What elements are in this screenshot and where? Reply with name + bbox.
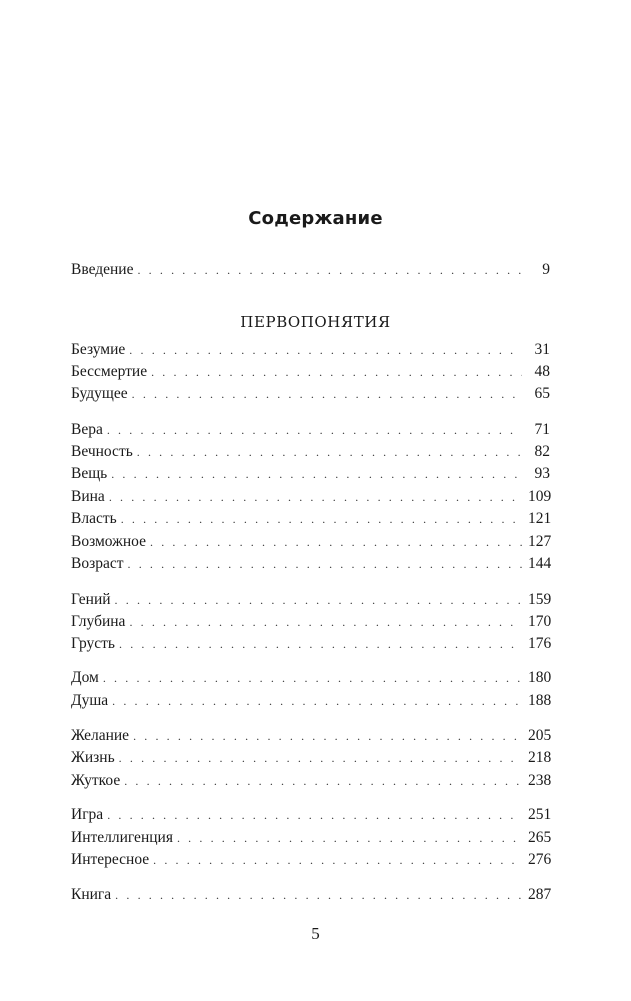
- toc-entry: [71, 555, 550, 575]
- toc-entry-label: Интеллигенция: [71, 829, 173, 846]
- toc-entry-label: Душа: [71, 692, 109, 709]
- dot-leader: [129, 615, 522, 630]
- toc-entry-page: 180: [528, 669, 552, 686]
- toc-entry: [71, 533, 550, 553]
- dot-leader: [129, 343, 522, 358]
- toc-entry-page: 82: [534, 443, 550, 460]
- dot-leader: [124, 774, 522, 789]
- toc-entry-page: 238: [528, 772, 552, 789]
- dot-leader: [119, 751, 522, 766]
- dot-leader: [133, 729, 522, 744]
- dot-leader: [115, 593, 522, 608]
- toc-entry-label: Дом: [71, 669, 99, 686]
- toc-entry: [71, 851, 550, 871]
- toc-entry: [71, 510, 550, 530]
- dot-leader: [150, 535, 522, 550]
- toc-title: Содержание: [248, 208, 383, 229]
- dot-leader: [153, 853, 522, 868]
- toc-entry-page: 127: [528, 533, 552, 550]
- toc-entry-label: Интересное: [71, 851, 150, 868]
- toc-entry: [71, 385, 550, 405]
- toc-entry-label: Игра: [71, 806, 104, 823]
- dot-leader: [107, 423, 522, 438]
- toc-entry: [71, 363, 550, 383]
- toc-entry-page: 287: [528, 886, 552, 903]
- dot-leader: [132, 387, 522, 402]
- toc-entry: [71, 772, 550, 792]
- toc-entry-page: 159: [528, 591, 552, 608]
- toc-entry: [71, 443, 550, 463]
- toc-entry-page: 265: [528, 829, 552, 846]
- dot-leader: [109, 490, 522, 505]
- toc-entry: [71, 829, 550, 849]
- toc-entry-label: Глубина: [71, 613, 126, 630]
- dot-leader: [128, 557, 523, 572]
- toc-entry: [71, 421, 550, 441]
- toc-entry-label: Возможное: [71, 533, 146, 550]
- toc-entry-page: 188: [528, 692, 552, 709]
- dot-leader: [121, 512, 522, 527]
- toc-entry-page: 48: [534, 363, 550, 380]
- toc-entry-page: 31: [534, 341, 550, 358]
- toc-entry-label: Книга: [71, 886, 112, 903]
- toc-entry: [71, 749, 550, 769]
- dot-leader: [107, 808, 522, 823]
- toc-entry: [71, 886, 550, 906]
- toc-entry-page: 121: [528, 510, 552, 527]
- dot-leader: [115, 888, 522, 903]
- toc-entry: [71, 613, 550, 633]
- toc-entry-page: 218: [528, 749, 552, 766]
- toc-entry-label: Вещь: [71, 465, 108, 482]
- toc-entry-label: Безумие: [71, 341, 126, 358]
- toc-entry-label: Власть: [71, 510, 117, 527]
- toc-entry-page: 205: [528, 727, 552, 744]
- dot-leader: [111, 467, 522, 482]
- toc-entry-intro: [71, 261, 550, 281]
- toc-entry-label: Вечность: [71, 443, 133, 460]
- toc-entry-label: Гений: [71, 591, 111, 608]
- toc-entry-label: Жуткое: [71, 772, 121, 789]
- toc-entry-page: 276: [528, 851, 552, 868]
- toc-entry-page: 170: [528, 613, 552, 630]
- toc-entry-page: 251: [528, 806, 552, 823]
- toc-entry: [71, 692, 550, 712]
- toc-entry: [71, 635, 550, 655]
- section-title: ПЕРВОПОНЯТИЯ: [240, 313, 391, 331]
- toc-entry-page: 9: [542, 261, 550, 278]
- toc-entry: [71, 341, 550, 361]
- page-number: 5: [311, 924, 320, 943]
- toc-entry-page: 144: [528, 555, 552, 572]
- dot-leader: [119, 637, 522, 652]
- dot-leader: [137, 263, 522, 278]
- toc-entry-label: Введение: [71, 261, 134, 278]
- toc-entry-page: 109: [528, 488, 552, 505]
- toc-entry-label: Возраст: [71, 555, 124, 572]
- toc-entry: [71, 591, 550, 611]
- dot-leader: [151, 365, 522, 380]
- dot-leader: [177, 831, 522, 846]
- toc-entry-label: Жизнь: [71, 749, 115, 766]
- toc-entry: [71, 806, 550, 826]
- toc-entry: [71, 727, 550, 747]
- toc-entry: [71, 488, 550, 508]
- toc-entry-page: 176: [528, 635, 552, 652]
- dot-leader: [103, 671, 522, 686]
- toc-entry-label: Вера: [71, 421, 103, 438]
- toc-entry: [71, 669, 550, 689]
- toc-entry-label: Желание: [71, 727, 130, 744]
- toc-entry-label: Бессмертие: [71, 363, 148, 380]
- toc-entry-page: 71: [534, 421, 550, 438]
- toc-entry-page: 65: [534, 385, 550, 402]
- toc-entry: [71, 465, 550, 485]
- toc-entry-label: Будущее: [71, 385, 128, 402]
- dot-leader: [112, 694, 522, 709]
- toc-entry-page: 93: [534, 465, 550, 482]
- dot-leader: [137, 445, 522, 460]
- toc-entry-label: Вина: [71, 488, 105, 505]
- toc-entry-label: Грусть: [71, 635, 116, 652]
